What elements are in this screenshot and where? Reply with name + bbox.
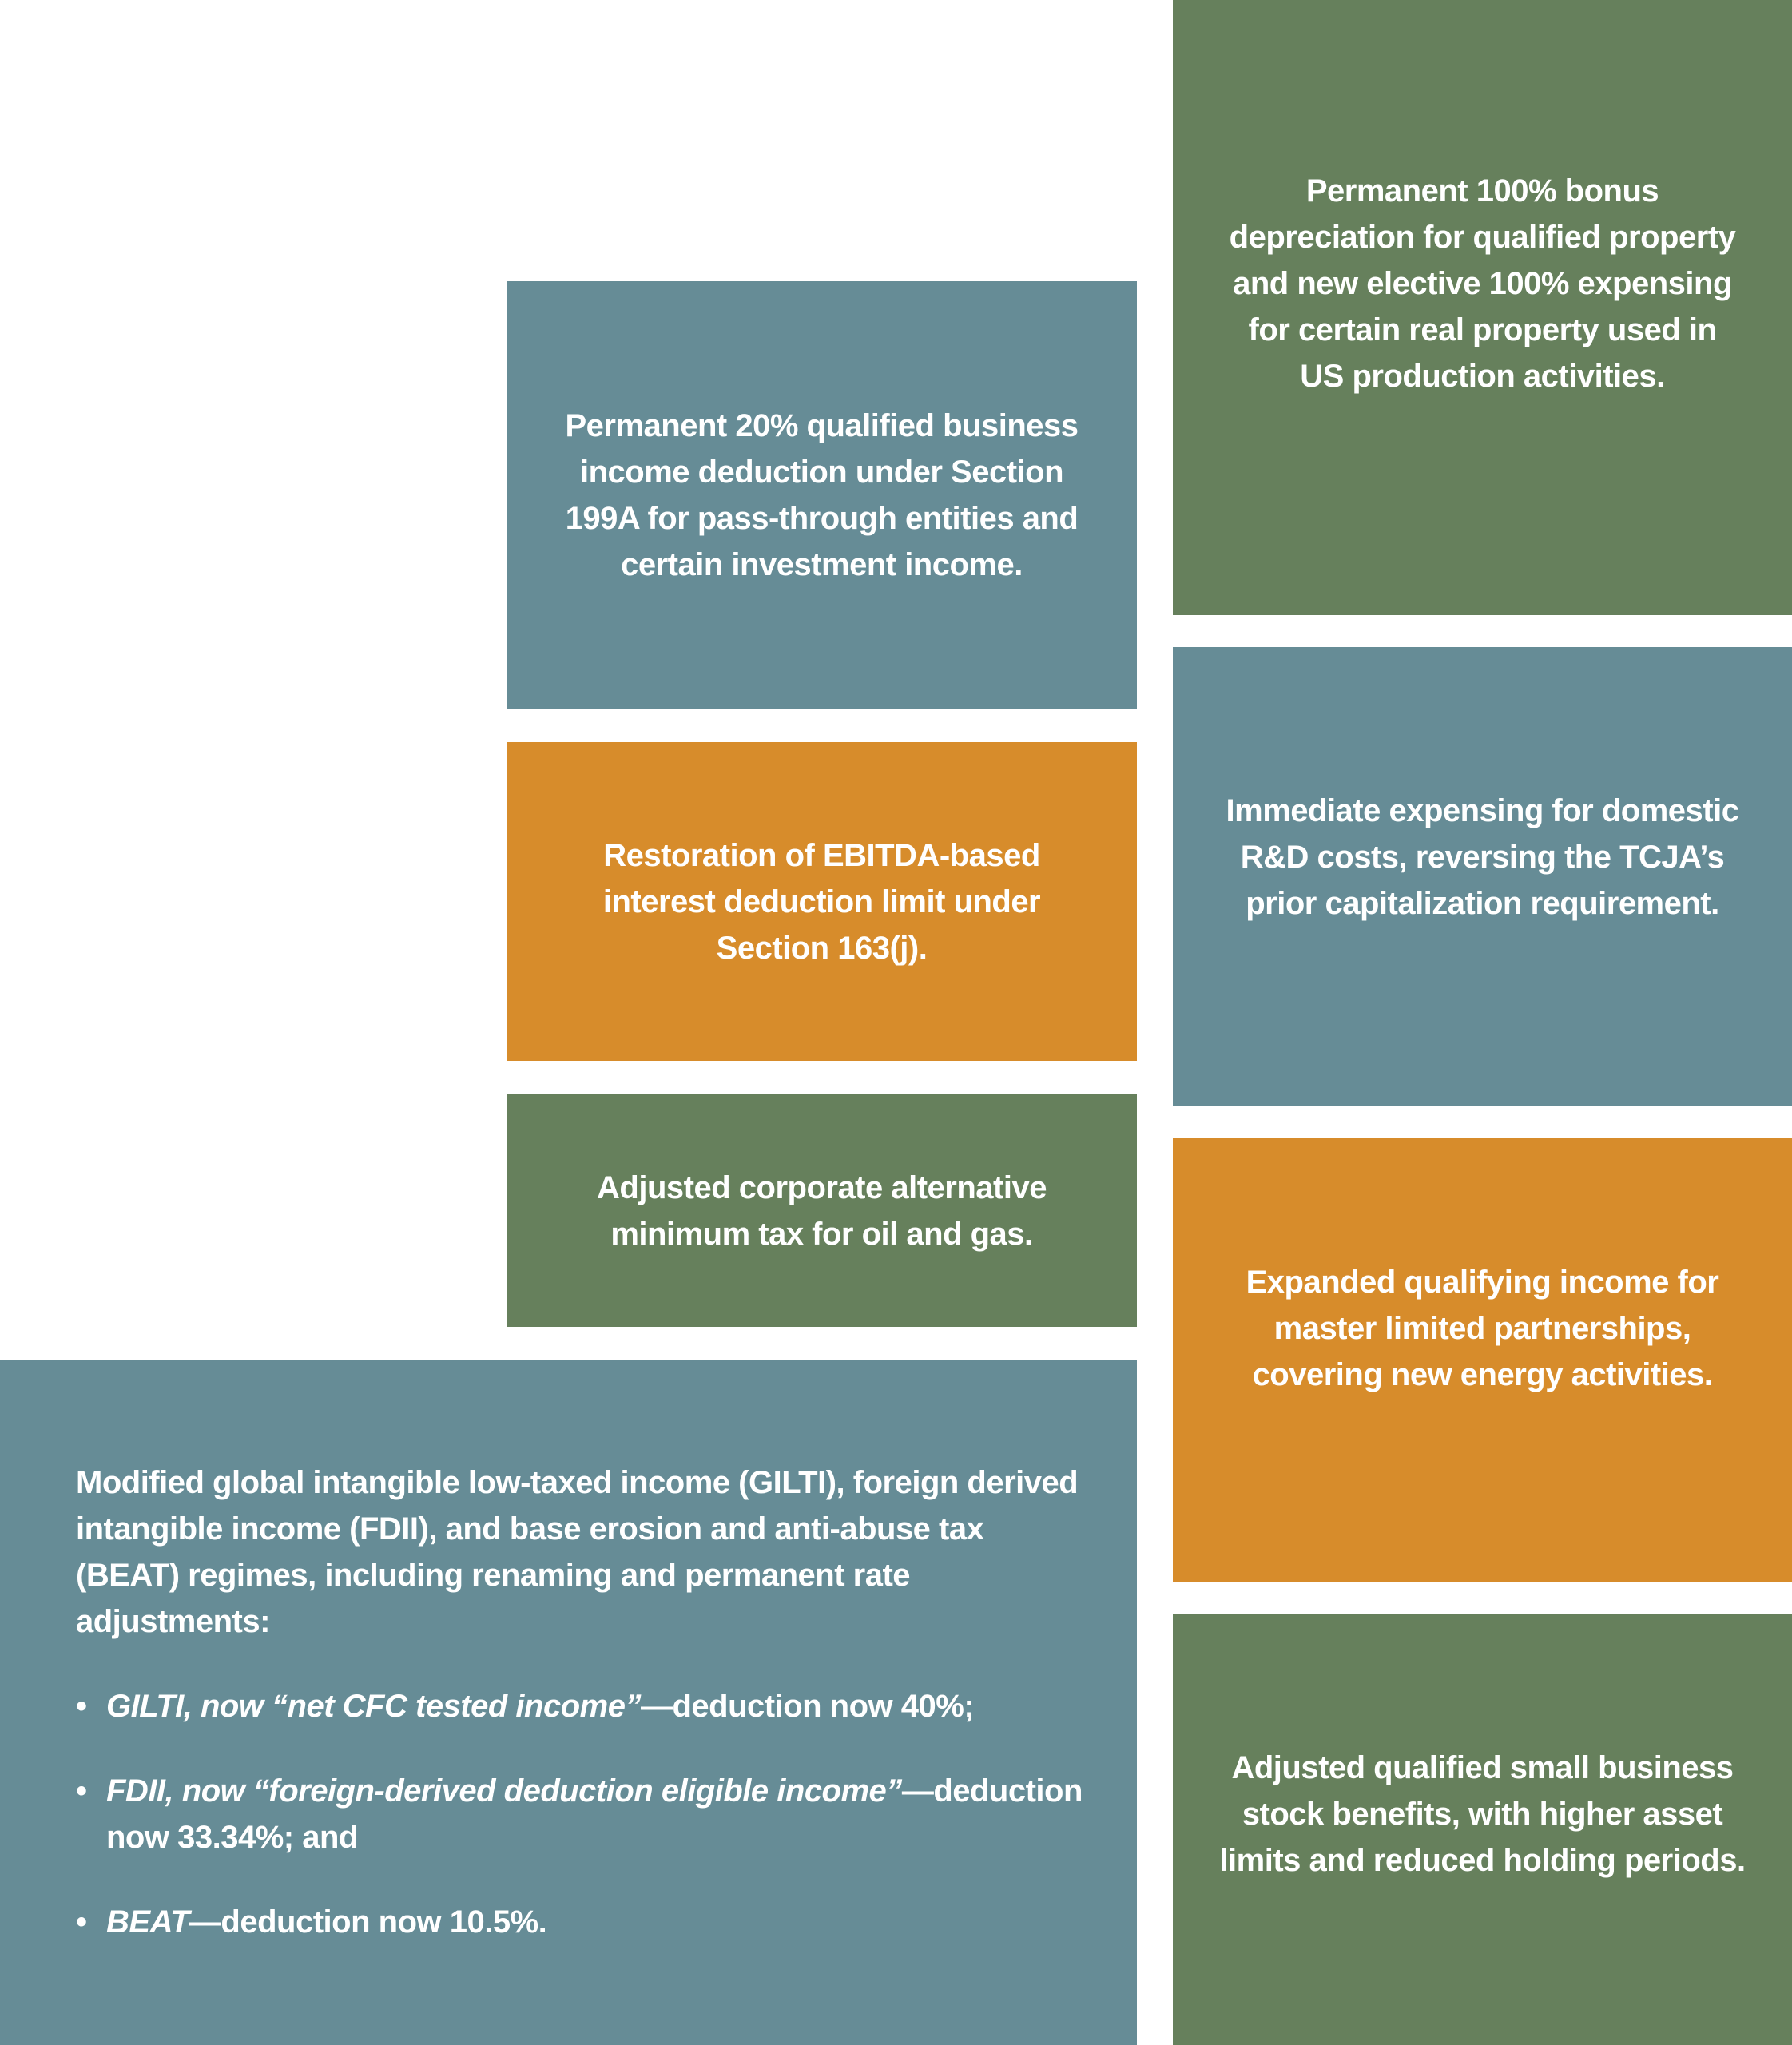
ebitda-interest-limit-text: Restoration of EBITDA-based interest deduction limit under Section 163(j). <box>602 837 1041 966</box>
qbi-deduction-text: Permanent 20% qualified business income deduction under Section 199A for pass-through entities and certain investment income. <box>565 407 1079 582</box>
ebitda-interest-limit-box <box>507 742 1137 1061</box>
bullet-icon: • <box>76 1904 87 1940</box>
regime-item-name: FDII, now “foreign-derived deduction eligible income” <box>106 1773 902 1809</box>
bonus-depreciation-box <box>1173 0 1792 615</box>
international-regimes-content <box>76 1459 1083 1983</box>
qsbs-benefits-box <box>1173 1614 1792 2045</box>
corporate-amt-box <box>507 1094 1137 1327</box>
mlp-income-text: Expanded qualifying income for master limited partnerships, covering new energy activities. <box>1246 1265 1719 1392</box>
rd-expensing-box <box>1173 647 1792 1106</box>
qbi-deduction-box <box>507 281 1137 709</box>
regime-item-detail: —deduction now 40%; <box>640 1689 975 1724</box>
regime-item-name: BEAT <box>106 1904 189 1940</box>
regime-list <box>76 1683 1083 1945</box>
corporate-amt-text: Adjusted corporate alternative minimum tax for oil and gas. <box>597 1169 1047 1252</box>
international-regimes-intro: Modified global intangible low-taxed income (GILTI), foreign derived intangible income (FDII), and base erosion and anti-abuse tax (BEAT) regimes, including renaming and permanent rate adjustments: <box>76 1465 1079 1639</box>
regime-item-fdii <box>76 1768 1083 1860</box>
qsbs-benefits-text: Adjusted qualified small business stock benefits, with higher asset limits and reduced holding periods. <box>1219 1749 1746 1878</box>
international-regimes-box <box>0 1360 1137 2045</box>
regime-item-beat <box>76 1899 1083 1945</box>
regime-item-gilti <box>76 1683 1083 1729</box>
regime-item-detail: —deduction now 10.5%. <box>189 1904 547 1940</box>
regime-item-detail: —deduction now 33.34%; and <box>106 1773 1083 1855</box>
bullet-icon: • <box>76 1689 87 1724</box>
bonus-depreciation-text: Permanent 100% bonus depreciation for qualified property and new elective 100% expensing for certain real property used in US production activities. <box>1229 173 1736 394</box>
regime-item-name: GILTI, now “net CFC tested income” <box>106 1689 641 1724</box>
mlp-income-box <box>1173 1138 1792 1582</box>
rd-expensing-text: Immediate expensing for domestic R&D costs, reversing the TCJA’s prior capitalization requirement. <box>1226 792 1739 921</box>
bullet-icon: • <box>76 1773 87 1809</box>
